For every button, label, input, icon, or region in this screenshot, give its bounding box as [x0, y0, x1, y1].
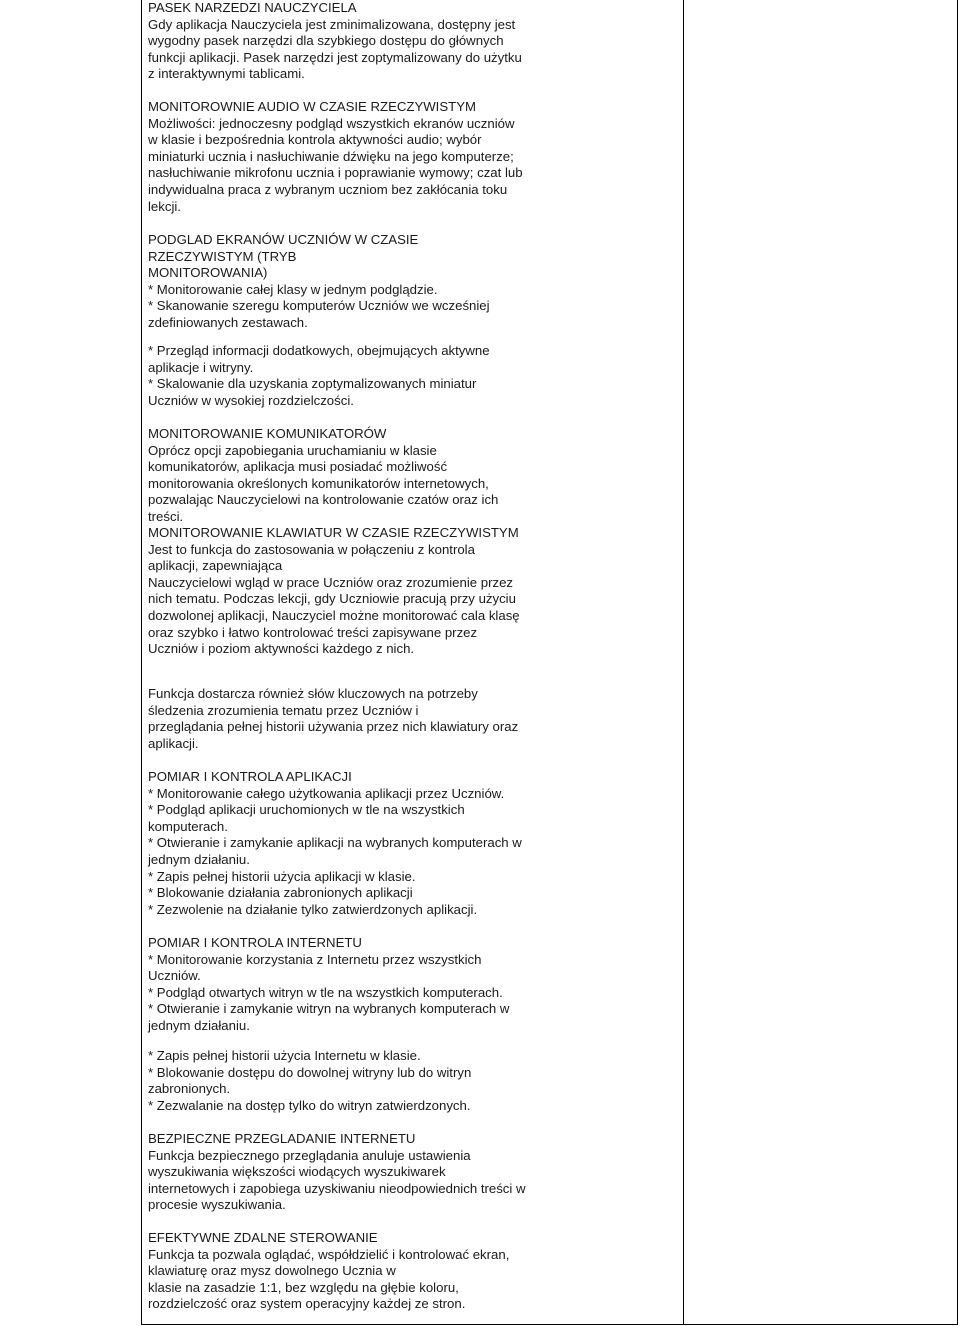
section-safe-browsing [148, 1131, 526, 1214]
section-heading: MONITOROWNIE AUDIO W CZASIE RZECZYWISTYM [148, 99, 476, 114]
section-remote-control [148, 1230, 509, 1313]
column-divider [683, 0, 684, 1325]
section-body: Funkcja dostarcza również słów kluczowych na potrzeby śledzenia zrozumienia tematu przez Uczniów i przeglądania pełnej historii używania przez nich klawiatury oraz aplikacji. [148, 686, 519, 751]
section-body: Oprócz opcji zapobiegania uruchamianiu w klasie komunikatorów, aplikacja musi posiadać możliwość monitorowania określonych komunikatorów internetowych, pozwalając Nauczycielowi na kontrolowanie czatów oraz ich treści. [148, 442, 499, 524]
section-screen-preview [148, 232, 490, 332]
section-keywords [148, 686, 518, 752]
section-heading: EFEKTYWNE ZDALNE STEROWANIE [148, 1230, 378, 1245]
section-body: * Monitorowanie korzystania z Internetu przez wszystkich Uczniów. * Podgląd otwartych witryn w tle na wszystkich komputerach. * Otwieranie i zamykanie witryn na wybranych komputerach w jednym działaniu. [148, 951, 510, 1033]
section-internet-control-cont [148, 1048, 471, 1114]
section-keyboard-monitoring [148, 525, 520, 658]
section-body: Funkcja bezpiecznego przeglądania anuluje ustawienia wyszukiwania większości wiodących wyszukiwarek internetowych i zapobiega uzyskiwaniu nieodpowiednich treści w procesie wyszukiwania. [148, 1147, 526, 1213]
section-audio-monitoring [148, 99, 523, 215]
section-body: Funkcja ta pozwala oglądać, współdzielić i kontrolować ekran, klawiaturę oraz mysz dowolnego Ucznia w klasie na zasadzie 1:1, bez względu na głębie koloru, rozdzielczość oraz system operacyjny każdej ze stron. [148, 1246, 510, 1312]
section-heading: PODGLAD EKRANÓW UCZNIÓW W CZASIE RZECZYWISTYM (TRYB MONITOROWANIA) [148, 232, 419, 281]
section-app-control [148, 769, 522, 918]
section-teacher-toolbar [148, 0, 522, 83]
section-body: Gdy aplikacja Nauczyciela jest zminimalizowana, dostępny jest wygodny pasek narzędzi dla szybkiego dostępu do głównych funkcji aplikacji. Pasek narzędzi jest zoptymalizowany do użytku z interaktywnymi tablicami. [148, 16, 522, 82]
section-body: * Przegląd informacji dodatkowych, obejmujących aktywne aplikacje i witryny. * Skalowanie dla uzyskania zoptymalizowanych miniatur Uczniów w wysokiej rozdzielczości. [148, 343, 490, 408]
section-body: * Monitorowanie całej klasy w jednym podglądzie. * Skanowanie szeregu komputerów Uczniów we wcześniej zdefiniowanych zestawach. [148, 281, 490, 330]
section-body: Jest to funkcja do zastosowania w połączeniu z kontrola aplikacji, zapewniająca Nauczycielowi wgląd w prace Uczniów oraz zrozumienie przez nich tematu. Podczas lekcji, gdy Uczniowie pracują przy użyciu dozwolonej aplikacji, Nauczyciel możne monitorować cala klasę oraz szybko i łatwo kontrolować treści zapisywane przez Uczniów i poziom aktywności każdego z nich. [148, 541, 520, 657]
section-heading: MONITOROWANIE KOMUNIKATORÓW [148, 426, 387, 441]
section-body: * Zapis pełnej historii użycia Internetu w klasie. * Blokowanie dostępu do dowolnej witryny lub do witryn zabronionych. * Zezwalanie na dostęp tylko do witryn zatwierdzonych. [148, 1048, 472, 1113]
section-screen-preview-cont [148, 343, 490, 409]
section-heading: POMIAR I KONTROLA INTERNETU [148, 935, 362, 950]
document-table [141, 0, 958, 1325]
section-heading: BEZPIECZNE PRZEGLADANIE INTERNETU [148, 1131, 416, 1146]
section-body: Możliwości: jednoczesny podgląd wszystkich ekranów uczniów w klasie i bezpośrednia kontrola aktywności audio; wybór miniaturki ucznia i nasłuchiwanie dźwięku na jego komputerze; nasłuchiwanie mikrofonu ucznia i poprawianie wymowy; czat lub indywidualna praca z wybranym uczniom bez zakłócania toku lekcji. [148, 115, 523, 214]
section-messenger-monitoring [148, 426, 498, 526]
section-internet-control [148, 935, 509, 1035]
section-heading: POMIAR I KONTROLA APLIKACJI [148, 769, 352, 784]
section-body: * Monitorowanie całego użytkowania aplikacji przez Uczniów. * Podgląd aplikacji uruchomionych w tle na wszystkich komputerach. * Otwieranie i zamykanie aplikacji na wybranych komputerach w jednym działaniu. * Zapis pełnej historii użycia aplikacji w klasie. * Blokowanie działania zabronionych aplikacji * Zezwolenie na działanie tylko zatwierdzonych aplikacji. [148, 785, 522, 917]
section-heading: PASEK NARZEDZI NAUCZYCIELA [148, 0, 357, 15]
section-heading: MONITOROWANIE KLAWIATUR W CZASIE RZECZYWISTYM [148, 525, 519, 540]
